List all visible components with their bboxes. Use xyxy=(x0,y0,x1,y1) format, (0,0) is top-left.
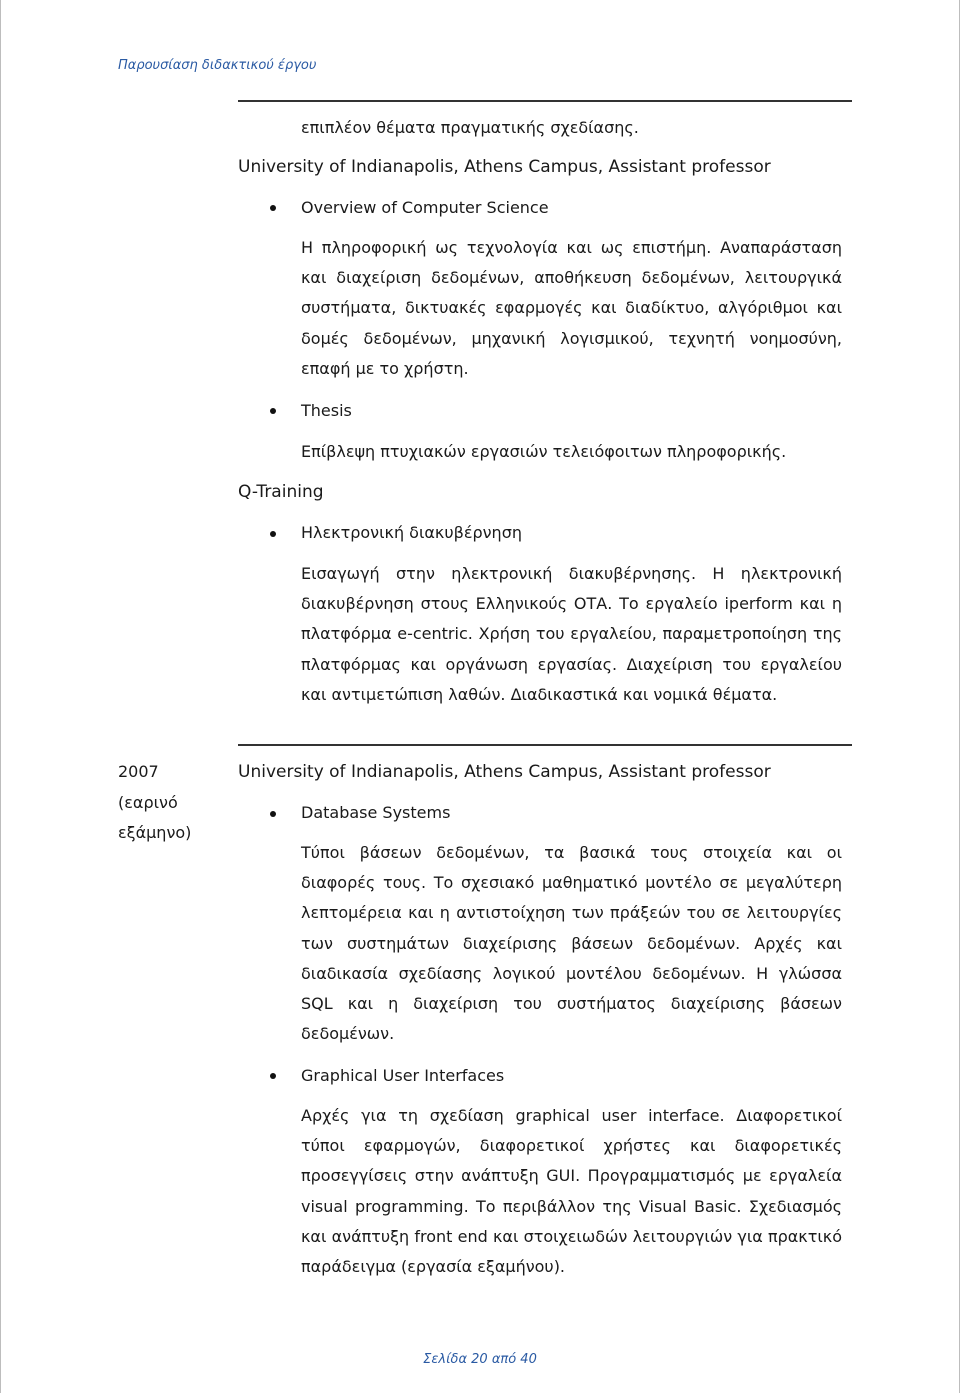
section-heading: University of Indianapolis, Athens Campus, Assistant professor xyxy=(238,157,771,177)
bullet-icon xyxy=(270,1073,276,1079)
continuation-text: επιπλέον θέματα πραγματικής σχεδίασης. xyxy=(301,118,639,137)
course-description: Επίβλεψη πτυχιακών εργασιών τελειόφοιτων πληροφορικής. xyxy=(301,442,787,461)
course-title: Thesis xyxy=(301,401,352,420)
bullet-icon xyxy=(270,531,276,537)
bullet-icon xyxy=(270,408,276,414)
period-term: εξάμηνο) xyxy=(118,823,192,842)
course-description: Εισαγωγή στην ηλεκτρονική διακυβέρνησης. Η ηλεκτρονική διακυβέρνηση στους Ελληνικούς ΟΤΑ. Το εργαλείο iperform και η πλατφόρμα e-centric. Χρήση του εργαλείου, παραμετροποίηση της πλατφόρμας και οργάνωση εργασίας. Διαχείριση του εργαλείου και αντιμετώπιση λαθών. Διαδικαστικά και νομικά θέματα. xyxy=(301,564,842,704)
section-heading: University of Indianapolis, Athens Campus, Assistant professor xyxy=(238,762,771,782)
header-rule xyxy=(238,100,852,102)
page-number-footer: Σελίδα 20 από 40 xyxy=(423,1352,537,1367)
period-term: (εαρινό xyxy=(118,793,178,812)
bullet-icon xyxy=(270,811,276,817)
course-title: Graphical User Interfaces xyxy=(301,1066,505,1085)
course-title: Database Systems xyxy=(301,803,451,822)
course-title: Ηλεκτρονική διακυβέρνηση xyxy=(301,523,522,542)
running-header-title: Παρουσίαση διδακτικού έργου xyxy=(118,58,317,73)
section-divider xyxy=(238,744,852,746)
section-heading: Q-Training xyxy=(238,482,324,502)
course-description: Τύποι βάσεων δεδομένων, τα βασικά τους στοιχεία και οι διαφορές τους. Το σχεσιακό μαθηματικό μοντέλο σε μεγαλύτερη λεπτομέρεια και η αντιστοίχηση των πράξεών του σε λειτουργίες των συστημάτων διαχείρισης βάσεων δεδομένων. Αρχές και διαδικασία σχεδίασης λογικού μοντέλου δεδομένων. Η γλώσσα SQL και η διαχείριση του συστήματος διαχείρισης βάσεων δεδομένων. xyxy=(301,843,842,1044)
period-year: 2007 xyxy=(118,762,159,781)
page-frame-left xyxy=(0,0,1,1393)
course-description: Αρχές για τη σχεδίαση graphical user interface. Διαφορετικοί τύποι εφαρμογών, διαφορετικοί χρήστες και διαφορετικές προσεγγίσεις στην ανάπτυξη GUI. Προγραμματισμός με εργαλεία visual programming. Το περιβάλλον της Visual Basic. Σχεδιασμός και ανάπτυξη front end και στοιχειωδών λειτουργιών για πρακτικό παράδειγμα (εργασία εξαμήνου). xyxy=(301,1106,842,1277)
course-title: Overview of Computer Science xyxy=(301,198,549,217)
course-description: Η πληροφορική ως τεχνολογία και ως επιστήμη. Αναπαράσταση και διαχείριση δεδομένων, αποθήκευση δεδομένων, λειτουργικά συστήματα, δικτυακές εφαρμογές και διαδίκτυο, αλγόριθμοι και δομές δεδομένων, μηχανική λογισμικού, τεχνητή νοημοσύνη, επαφή με το χρήστη. xyxy=(301,238,842,378)
bullet-icon xyxy=(270,205,276,211)
